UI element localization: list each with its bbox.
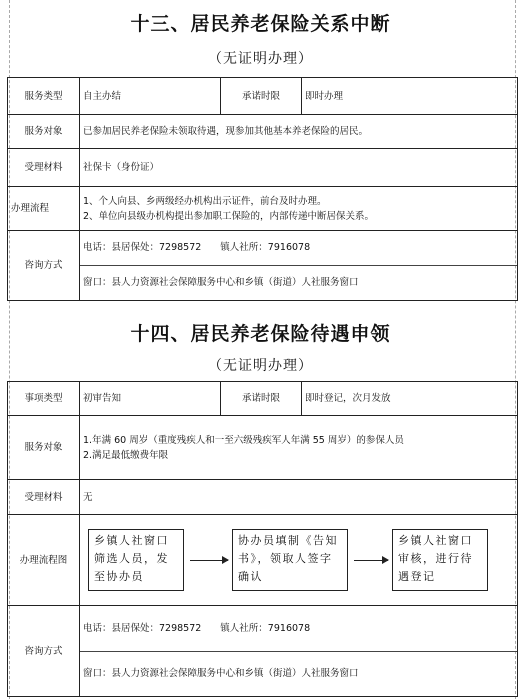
- section-13-table: [7, 77, 518, 301]
- item-type-value: 初审告知: [80, 382, 221, 416]
- consult-phone: 电话：县居保处：7298572 镇人社所：7916078: [83, 242, 311, 253]
- process-step: 1、个人向县、乡两级经办机构出示证件，前台及时办理。: [83, 195, 327, 207]
- flowchart-cell: [80, 515, 518, 606]
- consult-window: 窗口：县人力资源社会保障服务中心和乡镇（街道）人社服务窗口: [83, 277, 359, 288]
- flowchart: [80, 519, 517, 601]
- consult-phone: 电话：县居保处：7298572 镇人社所：7916078: [83, 623, 311, 634]
- consult-window: 窗口：县人力资源社会保障服务中心和乡镇（街道）人社服务窗口: [83, 668, 359, 679]
- flowchart-label: 办理流程图: [8, 515, 80, 606]
- service-type-label: 服务类型: [8, 78, 80, 115]
- service-object-value: 已参加居民养老保险未领取待遇，现参加其他基本养老保险的居民。: [80, 115, 518, 149]
- process-value: [80, 187, 518, 231]
- materials-label: 受理材料: [8, 480, 80, 515]
- promise-time-label: 承诺时限: [221, 78, 302, 115]
- section-14-subtitle: （无证明办理）: [208, 358, 313, 374]
- promise-time-label: 承诺时限: [221, 382, 302, 416]
- flow-arrow-2: [354, 560, 388, 561]
- consult-value: [80, 231, 518, 301]
- flow-step-3: 乡镇人社窗口审核，进行待遇登记: [392, 529, 488, 591]
- flow-arrow-1: [190, 560, 228, 561]
- materials-value: 社保卡（身份证）: [80, 149, 518, 187]
- flow-step-1: 乡镇人社窗口筛选人员，发至协办员: [88, 529, 184, 591]
- service-object-label: 服务对象: [8, 115, 80, 149]
- promise-time-value: 即时登记，次月发放: [302, 382, 518, 416]
- service-object-line: 2.满足最低缴费年限: [83, 449, 169, 461]
- service-type-value: 自主办结: [80, 78, 221, 115]
- section-14-title: 十四、居民养老保险待遇申领: [130, 323, 391, 345]
- section-13-title: 十三、居民养老保险关系中断: [130, 13, 391, 35]
- consult-label: 咨询方式: [8, 231, 80, 301]
- flow-step-2: 协办员填制《告知书》，领取人签字确认: [232, 529, 348, 591]
- service-object-line: 1.年满 60 周岁（重度残疾人和一至六级残疾军人年满 55 周岁）的参保人员: [83, 434, 404, 446]
- process-step: 2、单位向县级办机构提出参加职工保险的，内部传递中断居保关系。: [83, 210, 375, 222]
- promise-time-value: 即时办理: [302, 78, 518, 115]
- consult-value: [80, 606, 518, 697]
- consult-label: 咨询方式: [8, 606, 80, 697]
- section-13-subtitle: （无证明办理）: [208, 51, 313, 67]
- section-14-table: [7, 381, 518, 697]
- item-type-label: 事项类型: [8, 382, 80, 416]
- materials-value: 无: [80, 480, 518, 515]
- service-object-value: [80, 416, 518, 480]
- service-object-label: 服务对象: [8, 416, 80, 480]
- materials-label: 受理材料: [8, 149, 80, 187]
- process-label: 办理流程: [8, 187, 80, 231]
